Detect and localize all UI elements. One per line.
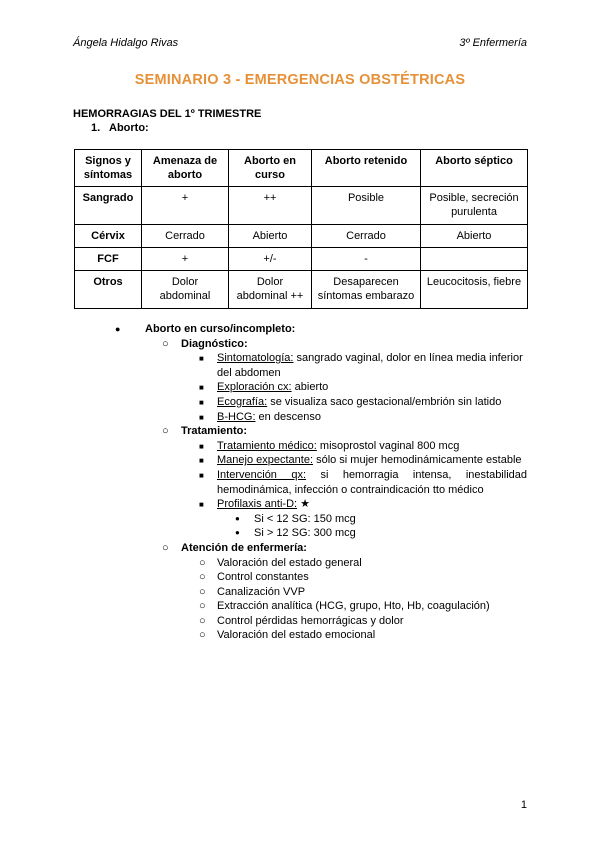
table-row: [75, 248, 528, 271]
table-cell: Abierto: [421, 225, 528, 248]
table-header: Signos y síntomas: [75, 150, 142, 187]
bullet-filled-icon: ●: [235, 528, 240, 538]
list-item-term: Tratamiento médico:: [217, 439, 317, 452]
list-item: [0, 526, 600, 541]
list-item-text: en descenso: [255, 410, 321, 423]
list-item-label: Control constantes: [217, 571, 309, 584]
table-cell: Posible: [312, 187, 421, 225]
list-item-label: Si < 12 SG: 150 mcg: [254, 512, 356, 525]
table-cell: Cérvix: [75, 225, 142, 248]
list-item: [0, 556, 600, 571]
bullet-square-icon: ■: [199, 470, 204, 480]
list-item-label: Atención de enfermería:: [181, 541, 307, 554]
table-cell: ++: [229, 187, 312, 225]
table-cell: -: [312, 248, 421, 271]
table-cell: Posible, secreción purulenta: [421, 187, 528, 225]
list-item-label: Control pérdidas hemorrágicas y dolor: [217, 614, 404, 627]
list-item-label: Valoración del estado emocional: [217, 629, 376, 642]
table-cell: Abierto: [229, 225, 312, 248]
table-cell: Cerrado: [142, 225, 229, 248]
bullet-hollow-icon: ○: [162, 425, 169, 438]
list-item: [0, 497, 600, 512]
table-header-row: [75, 150, 528, 187]
list-item: [0, 380, 600, 395]
bullet-hollow-icon: ○: [199, 585, 206, 598]
table-cell: Cerrado: [312, 225, 421, 248]
table-cell: Dolor abdominal ++: [229, 271, 312, 309]
table-cell: Desaparecen síntomas embarazo: [312, 271, 421, 309]
list-item-term: B-HCG:: [217, 410, 256, 423]
table-cell: FCF: [75, 248, 142, 271]
section-heading: HEMORRAGIAS DEL 1º TRIMESTRE: [73, 108, 262, 120]
subsection-label: Aborto:: [109, 122, 149, 134]
table-row: [75, 225, 528, 248]
table-cell: [421, 248, 528, 271]
list-item-label: Diagnóstico:: [181, 337, 248, 350]
list-item-text: sólo si mujer hemodinámicamente estable: [313, 454, 522, 467]
bullet-square-icon: ■: [199, 412, 204, 422]
bullet-filled-icon: ●: [115, 324, 121, 334]
table-header: Aborto retenido: [312, 150, 421, 187]
bullet-hollow-icon: ○: [199, 556, 206, 569]
list-item-term: Ecografía:: [217, 395, 268, 408]
list-item: [0, 512, 600, 527]
list-item: [0, 395, 600, 410]
list-item: [0, 453, 600, 468]
list-item-label: Valoración del estado general: [217, 556, 362, 569]
list-item: [0, 541, 600, 556]
list-item: [0, 614, 600, 629]
list-item: [0, 599, 600, 614]
table-header: Amenaza de aborto: [142, 150, 229, 187]
page-title: SEMINARIO 3 - EMERGENCIAS OBSTÉTRICAS: [134, 72, 466, 88]
table-cell: +: [142, 248, 229, 271]
bullet-list: [0, 322, 600, 643]
bullet-square-icon: ■: [199, 383, 204, 393]
abortion-table: [74, 149, 528, 309]
bullet-hollow-icon: ○: [199, 614, 206, 627]
list-item: [0, 570, 600, 585]
table-header: Aborto séptico: [421, 150, 528, 187]
header-course: 3º Enfermería: [459, 37, 527, 49]
list-item-text: si hemorragia intensa, inestabilidad hemodinámica, infección o contraindicación tto médico: [217, 468, 527, 496]
page-number: 1: [520, 799, 527, 811]
list-item-term: Manejo expectante:: [217, 454, 314, 467]
bullet-square-icon: ■: [199, 354, 204, 364]
list-item: [0, 322, 600, 337]
bullet-hollow-icon: ○: [199, 600, 206, 613]
bullet-hollow-icon: ○: [199, 629, 206, 642]
list-item: [0, 585, 600, 600]
bullet-hollow-icon: ○: [162, 337, 169, 350]
bullet-filled-icon: ●: [235, 513, 240, 523]
list-item-label: Extracción analítica (HCG, grupo, Hto, Hb, coagulación): [217, 600, 490, 613]
table-row: [75, 271, 528, 309]
subsection-heading: [91, 122, 149, 134]
table-cell: +: [142, 187, 229, 225]
list-item: [0, 410, 600, 425]
list-item: [0, 337, 600, 352]
list-item: [0, 439, 600, 454]
list-item-label: Canalización VVP: [217, 585, 306, 598]
list-item-text: abierto: [291, 381, 329, 394]
table-row: [75, 187, 528, 225]
list-item-term: Exploración cx:: [217, 381, 292, 394]
list-item-text: se visualiza saco gestacional/embrión sin latido: [267, 395, 502, 408]
list-item: [0, 424, 600, 439]
list-item-label: Si > 12 SG: 300 mcg: [254, 527, 356, 540]
table-cell: +/-: [229, 248, 312, 271]
list-item: [0, 468, 600, 497]
list-item-term: Sintomatología:: [217, 352, 294, 365]
bullet-square-icon: ■: [199, 456, 204, 466]
header-author: Ángela Hidalgo Rivas: [73, 37, 179, 49]
list-item-label: Tratamiento:: [181, 425, 248, 438]
list-item-term: Intervención qx:: [217, 468, 307, 481]
list-item-label: Aborto en curso/incompleto:: [145, 323, 296, 335]
table-header: Aborto en curso: [229, 150, 312, 187]
list-item-text: misoprostol vaginal 800 mcg: [316, 439, 460, 452]
bullet-hollow-icon: ○: [162, 541, 169, 554]
table-cell: Sangrado: [75, 187, 142, 225]
subsection-number: 1.: [91, 122, 101, 134]
list-item-text: sangrado vaginal, dolor en línea media inferior del abdomen: [217, 352, 523, 379]
table-cell: Otros: [75, 271, 142, 309]
table-cell: Dolor abdominal: [142, 271, 229, 309]
list-item-text: ★: [297, 498, 310, 511]
bullet-square-icon: ■: [199, 397, 204, 407]
bullet-square-icon: ■: [199, 441, 204, 451]
list-item-term: Profilaxis anti-D:: [217, 498, 298, 511]
list-item: [0, 351, 600, 380]
bullet-square-icon: ■: [199, 500, 204, 510]
table-cell: Leucocitosis, fiebre: [421, 271, 528, 309]
bullet-hollow-icon: ○: [199, 571, 206, 584]
list-item: [0, 628, 600, 643]
